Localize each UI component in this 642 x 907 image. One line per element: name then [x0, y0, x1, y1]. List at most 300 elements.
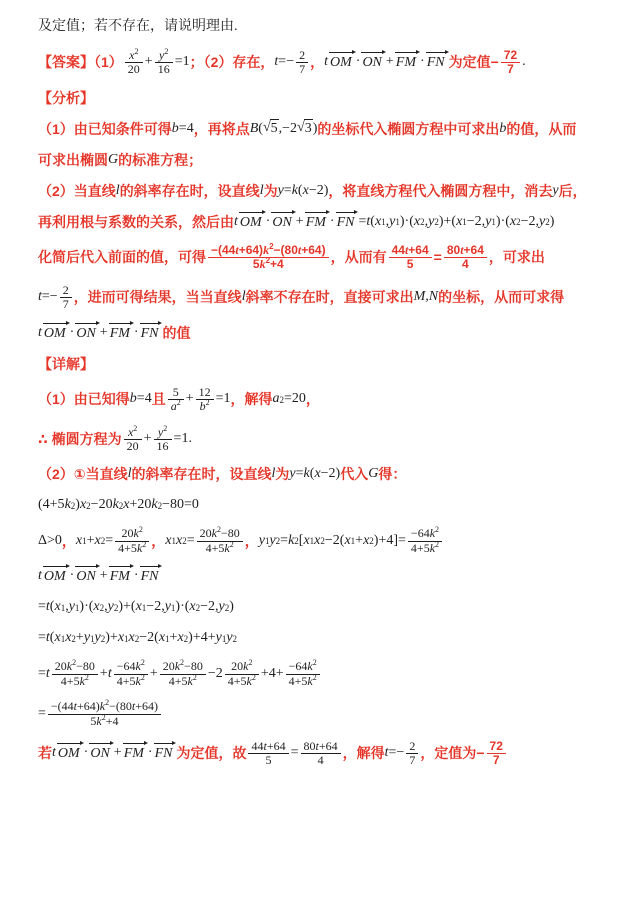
square-root: √ 5 [263, 119, 279, 139]
fraction: $\frac{-(44t+64)k^2-(80t+64)}{5k^2+4}$ [208, 244, 329, 272]
highlighted-text: 【答案】（1） [38, 54, 123, 71]
fraction: $\frac{5}{a^2}$ [168, 386, 184, 414]
math-variable: t [234, 213, 238, 229]
math-variable: x [303, 532, 310, 548]
superscript: 2 [192, 672, 197, 682]
math-variable: G [108, 151, 119, 167]
highlighted-text: ，解得 [230, 391, 273, 408]
fraction: $\frac{20k^2}{4+5k^2}$ [115, 527, 149, 555]
highlighted-text: 后， [558, 182, 587, 199]
math-variable: t [235, 242, 239, 257]
highlighted-text: （2）当直线 [38, 182, 116, 199]
document-line [38, 526, 612, 556]
body-text: y = k ( x −2) [278, 182, 329, 201]
superscript: 2 [435, 525, 440, 535]
body-text: =1 [174, 54, 190, 70]
highlighted-text: 【分析】 [38, 89, 94, 106]
math-variable: t [38, 289, 42, 305]
math-variable: t [45, 630, 50, 646]
vector-overarrow: FN [140, 566, 162, 587]
body-text: + [143, 430, 152, 446]
document-line [38, 323, 612, 344]
body-text [499, 120, 506, 139]
highlighted-text: ，从而有 [330, 249, 387, 266]
math-variable: y [83, 630, 91, 646]
math-variable: x [509, 213, 517, 229]
math-variable: k [224, 540, 230, 555]
document-line [38, 699, 612, 729]
math-variable: x [344, 532, 351, 548]
math-variable: x [413, 213, 421, 229]
math-fraction [166, 385, 186, 415]
vector-overarrow: FM [305, 212, 329, 233]
body-text: + [144, 54, 153, 70]
body-text: −2 [207, 665, 223, 681]
math-variable: y [389, 213, 396, 229]
body-text: t =− [38, 288, 58, 307]
math-variable: t [38, 568, 42, 584]
highlighted-text: 的坐标，从而可求得 [438, 289, 565, 306]
math-variable: x [135, 599, 142, 615]
math-variable: k [246, 673, 252, 688]
highlighted-text: 为定值− [448, 54, 499, 71]
highlighted-text: 代入 [340, 466, 369, 483]
highlighted-text: ∴ 椭圆方程为 [38, 430, 122, 447]
highlighted-text: = [433, 249, 442, 266]
body-text: b =4 [130, 390, 152, 409]
radical-sign: √ [297, 120, 305, 136]
math-fraction [442, 243, 489, 273]
math-variable: y [226, 630, 233, 646]
vector-overarrow: FN [154, 743, 176, 764]
vector-overarrow: FM [395, 52, 419, 73]
fraction: $\frac{80t+64}{4}$ [301, 740, 341, 768]
body-text: t =− [274, 53, 294, 72]
math-variable: x [363, 532, 370, 548]
superscript: 2 [140, 672, 145, 682]
body-text: . [522, 54, 526, 70]
math-fraction [158, 659, 208, 689]
fraction: $\frac{-(44t+64)k^2-(80t+64)}{5k^2+4}$ [48, 700, 161, 728]
math-fraction [406, 526, 444, 556]
math-variable: y [164, 599, 171, 615]
document-line [38, 495, 612, 516]
highlighted-text: 的标准方程； [118, 151, 203, 168]
highlighted-text: 的值 [162, 324, 191, 341]
math-fraction [123, 48, 145, 78]
superscript: 2 [105, 698, 110, 708]
body-text: + [149, 665, 158, 681]
math-variable: b [199, 399, 206, 414]
math-variable: k [112, 497, 119, 513]
body-text: (4+5 k 2 ) x 2 −20 k 2 x +20 k 2 −80=0 [38, 496, 199, 515]
superscript: 2 [435, 539, 440, 549]
math-variable: x [158, 630, 166, 646]
math-fraction [152, 425, 174, 455]
math-variable: y [107, 599, 114, 615]
superscript: 2 [72, 658, 77, 668]
math-variable: l [241, 289, 246, 305]
fraction: $\frac{20k^2-80}{4+5k^2}$ [52, 660, 98, 688]
math-variable: t [324, 54, 328, 70]
body-text: M , N [414, 288, 439, 307]
vector-overarrow: ON [89, 743, 112, 764]
math-variable: B [249, 120, 259, 136]
math-variable: t [45, 665, 50, 681]
highlighted-text: （1）由已知得 [38, 391, 130, 408]
math-variable: y [539, 213, 546, 229]
superscript: 2 [164, 47, 169, 56]
math-variable: l [115, 182, 120, 198]
math-variable: M [413, 289, 426, 305]
superscript: 2 [312, 658, 317, 668]
body-text: 及定值；若不存在，请说明理由. [38, 19, 238, 35]
fraction: $\frac{20k^2}{4+5k^2}$ [225, 660, 259, 688]
math-variable: x [79, 497, 87, 513]
math-variable: k [151, 497, 158, 513]
radical-sign: √ [262, 120, 271, 136]
body-text: t OM · ON + FM · FN [38, 323, 162, 344]
vector-overarrow: FN [140, 323, 162, 344]
math-fraction [206, 243, 331, 273]
fraction: $\frac{y^2}{16}$ [154, 426, 172, 454]
math-fraction [46, 699, 163, 729]
math-variable: x [314, 532, 321, 548]
math-variable: t [263, 739, 267, 753]
math-variable: t [460, 242, 464, 257]
highlighted-text: （1）由已知条件可得 [38, 120, 172, 137]
highlighted-text: ， [61, 532, 76, 549]
math-fraction [122, 425, 144, 455]
fraction: $\frac{2}{7}$ [60, 284, 72, 312]
math-variable: y [218, 599, 225, 615]
math-fraction [153, 48, 175, 78]
body-text [368, 465, 378, 484]
math-variable: t [366, 213, 371, 229]
body-text: =1. [173, 430, 192, 446]
math-variable: k [66, 659, 73, 674]
math-fraction [294, 48, 310, 78]
highlighted-text: 的坐标代入椭圆方程中可求出 [317, 120, 500, 137]
math-variable: k [187, 673, 193, 688]
document-line [38, 739, 612, 769]
body-text: = t ( x 1 , y 1 )·( x 2 , y 2 )+( x 1 −2, y 1 )·( x 2 −2, y 2 ) [38, 598, 234, 617]
math-variable: y [428, 213, 435, 229]
math-fraction [195, 526, 245, 556]
document-line [38, 354, 612, 375]
body-text: y = k ( x −2) [289, 465, 340, 484]
vector-overarrow: ON [75, 566, 98, 587]
math-variable: b [499, 120, 507, 136]
body-text: t OM · ON + FM · FN [324, 52, 448, 73]
body-text: y 1 y 2 = k 2 [ x 1 x 2 −2( x 1 + x 2 )+4]= [259, 532, 406, 551]
math-variable: x [65, 630, 72, 646]
math-variable: k [307, 659, 313, 674]
math-variable: k [136, 540, 143, 555]
fraction: $\frac{2}{7}$ [296, 49, 308, 77]
math-variable: t [297, 242, 302, 257]
highlighted-text: ，进而可得结果，当当直线 [73, 289, 242, 306]
document-line [38, 181, 612, 202]
body-text: + t [100, 665, 112, 684]
math-variable: t [45, 599, 50, 615]
highlighted-text: 【详解】 [38, 355, 94, 372]
superscript: 2 [138, 525, 143, 535]
highlighted-text: ，可求出 [488, 249, 545, 266]
vector-overarrow: OM [57, 743, 83, 764]
math-variable: t [107, 665, 112, 681]
superscript: 2 [142, 539, 147, 549]
math-variable: x [302, 182, 309, 198]
body-text: t OM · ON + FM · FN [52, 743, 176, 764]
math-variable: t [52, 745, 56, 761]
vector-overarrow: OM [239, 212, 265, 233]
body-text: +4+ [260, 665, 284, 681]
document-line [38, 566, 612, 587]
superscript: 2 [176, 398, 181, 408]
fraction: $\frac{72}{7}$ [501, 49, 520, 77]
highlighted-text: 得： [378, 466, 407, 483]
vector-overarrow: FN [426, 52, 448, 73]
body-text: x 1 + x 2 = [76, 532, 113, 551]
superscript: 2 [312, 672, 317, 682]
math-variable: x [123, 497, 130, 513]
superscript: 2 [101, 712, 106, 722]
math-variable: y [277, 182, 284, 198]
body-text: = [38, 705, 46, 721]
document-line [38, 119, 612, 140]
math-variable: t [274, 54, 279, 70]
math-fraction [499, 48, 522, 78]
math-fraction [387, 243, 434, 273]
superscript: 2 [269, 241, 274, 251]
superscript: 2 [265, 256, 271, 266]
highlighted-text: 若 [38, 745, 52, 762]
body-text: t OM · ON + FM · FN [38, 566, 162, 587]
superscript: 2 [134, 47, 139, 56]
document-line [38, 283, 612, 313]
highlighted-text: ，将直线方程代入椭圆方程中，消去 [328, 182, 553, 199]
highlighted-text: ，解得 [342, 745, 385, 762]
math-variable: a [272, 391, 280, 407]
math-variable: k [135, 673, 141, 688]
math-variable: t [73, 699, 78, 714]
square-root: √ 3 [297, 119, 313, 139]
math-variable: k [307, 673, 313, 688]
fraction: $\frac{44t+64}{5}$ [248, 740, 288, 768]
document-line [38, 243, 612, 273]
body-text: = t ( x 1 x 2 + y 1 y 2 )+ x 1 x 2 −2( x 1 + x 2 )+4+ y 1 y 2 [38, 629, 237, 648]
math-fraction [485, 739, 508, 769]
highlighted-text: ， [244, 532, 259, 549]
highlighted-text: ，定值为− [420, 745, 485, 762]
math-variable: x [93, 599, 100, 615]
vector-overarrow: FM [123, 743, 147, 764]
math-variable: k [429, 540, 436, 555]
document-line [38, 425, 612, 455]
math-variable: k [303, 466, 310, 482]
math-variable: x [54, 630, 61, 646]
superscript: 2 [84, 672, 89, 682]
math-variable: b [129, 391, 137, 407]
math-variable: b [171, 120, 179, 136]
math-variable: y [68, 599, 75, 615]
math-variable: k [288, 532, 295, 548]
math-variable: k [79, 673, 85, 688]
math-fraction [223, 659, 261, 689]
body-text: + [185, 391, 194, 407]
document-line [38, 88, 612, 109]
highlighted-text: 可求出椭圆 [38, 151, 108, 168]
highlighted-text: 的斜率存在时，设直线 [119, 182, 260, 199]
math-variable: y [94, 630, 101, 646]
math-variable: y [159, 48, 165, 62]
math-variable: l [271, 466, 276, 482]
math-fraction [112, 659, 150, 689]
superscript: 2 [163, 423, 168, 433]
document-line [38, 17, 612, 38]
math-variable: t [315, 739, 319, 753]
document-line [38, 212, 612, 233]
fraction: $\frac{y^2}{16}$ [155, 49, 173, 77]
body-text: = [290, 745, 299, 761]
highlighted-text: 斜率不存在时，直接可求出 [245, 289, 414, 306]
superscript: 2 [133, 423, 138, 433]
highlighted-text: 为 [275, 466, 290, 483]
document-line [38, 48, 612, 78]
superscript: 2 [205, 398, 210, 408]
math-variable: y [258, 532, 265, 548]
math-fraction [299, 739, 343, 769]
math-fraction [58, 283, 74, 313]
math-fraction [50, 659, 100, 689]
fraction: $\frac{44t+64}{5}$ [389, 244, 432, 272]
body-text: Δ>0 [38, 532, 62, 548]
math-variable: N [428, 289, 439, 305]
vector-overarrow: FN [336, 212, 358, 233]
math-variable: l [127, 466, 132, 482]
body-text: B ( √ 5 ,−2 √ 3 ) [250, 119, 318, 139]
superscript: 2 [140, 658, 145, 668]
math-variable: x [165, 532, 172, 548]
vector-overarrow: OM [329, 52, 355, 73]
math-variable: k [135, 659, 141, 674]
math-variable: y [552, 182, 559, 198]
superscript: 2 [229, 539, 234, 549]
math-variable: x [54, 599, 61, 615]
fraction: $\frac{-64k^2}{4+5k^2}$ [114, 660, 148, 688]
math-variable: x [75, 532, 83, 548]
vector-overarrow: ON [271, 212, 294, 233]
vector-overarrow: OM [43, 323, 69, 344]
body-text: t OM · ON + FM · FN = t ( x 1 , y 1 )·( x 2 , y 2 )+( x 1 −2, y 1 )·( x 2 −2, y 2 ) [234, 212, 554, 233]
superscript: 2 [216, 525, 221, 535]
document-line [38, 150, 612, 171]
math-variable: l [259, 182, 264, 198]
fraction: $\frac{2}{7}$ [406, 740, 418, 768]
math-variable: x [456, 213, 463, 229]
math-fraction [113, 526, 151, 556]
math-variable: x [128, 630, 135, 646]
math-variable: x [177, 630, 184, 646]
math-variable: x [94, 532, 101, 548]
highlighted-text: 为 [263, 182, 278, 199]
highlighted-text: ；（2）存在， [189, 54, 275, 71]
fraction: $\frac{-64k^2}{4+5k^2}$ [408, 527, 442, 555]
highlighted-text: （2）①当直线 [38, 466, 128, 483]
math-variable: k [64, 497, 71, 513]
vector-overarrow: ON [361, 52, 384, 73]
math-variable: t [384, 745, 389, 761]
math-fraction [194, 385, 216, 415]
document-body [38, 17, 612, 769]
fraction: $\frac{80t+64}{4}$ [444, 244, 487, 272]
math-variable: a [170, 399, 177, 414]
math-variable: x [127, 424, 134, 439]
document-line [38, 628, 612, 649]
math-variable: k [174, 659, 181, 674]
highlighted-text: ， [151, 532, 166, 549]
body-text: a 2 =20 [273, 390, 306, 409]
math-variable: t [404, 242, 409, 257]
vector-overarrow: FM [109, 323, 133, 344]
fraction: $\frac{72}{7}$ [487, 740, 506, 768]
math-variable: k [211, 526, 217, 541]
math-variable: x [314, 466, 321, 482]
document-line [38, 597, 612, 618]
body-text: t =− [385, 744, 405, 763]
body-text [108, 151, 118, 170]
vector-overarrow: ON [75, 323, 98, 344]
math-fraction [404, 739, 420, 769]
math-variable: k [291, 182, 298, 198]
superscript: 2 [251, 672, 256, 682]
math-variable: k [263, 242, 270, 257]
vector-overarrow: FM [109, 566, 133, 587]
math-variable: k [259, 257, 266, 272]
fraction: $\frac{12}{b^2}$ [196, 386, 214, 414]
highlighted-text: 的值，从而 [506, 120, 577, 137]
highlighted-text: ， [310, 54, 325, 71]
math-variable: y [269, 532, 276, 548]
fraction: $\frac{x^2}{20}$ [124, 426, 142, 454]
math-fraction [246, 739, 290, 769]
math-variable: t [131, 699, 136, 714]
math-variable: t [38, 324, 42, 340]
document-line [38, 659, 612, 689]
highlighted-text: ，再将点 [193, 120, 250, 137]
document-line [38, 464, 612, 485]
document-line [38, 385, 612, 415]
math-variable: k [133, 526, 139, 541]
math-variable: y [157, 424, 164, 439]
fraction: $\frac{x^2}{20}$ [125, 49, 143, 77]
body-text: = t [38, 665, 50, 684]
body-text: b =4 [172, 120, 194, 139]
math-variable: k [429, 526, 436, 541]
math-variable: x [175, 532, 183, 548]
math-variable: x [117, 630, 125, 646]
highlighted-text: 的斜率存在时，设直线 [131, 466, 272, 483]
superscript: 2 [180, 658, 185, 668]
highlighted-text: 且 [151, 391, 166, 408]
highlighted-text: 化简后代入前面的值，可得 [38, 249, 206, 266]
math-variable: x [374, 213, 382, 229]
math-variable: x [129, 48, 135, 62]
math-variable: y [485, 213, 492, 229]
fraction: $\frac{-64k^2}{4+5k^2}$ [286, 660, 320, 688]
math-fraction [284, 659, 322, 689]
